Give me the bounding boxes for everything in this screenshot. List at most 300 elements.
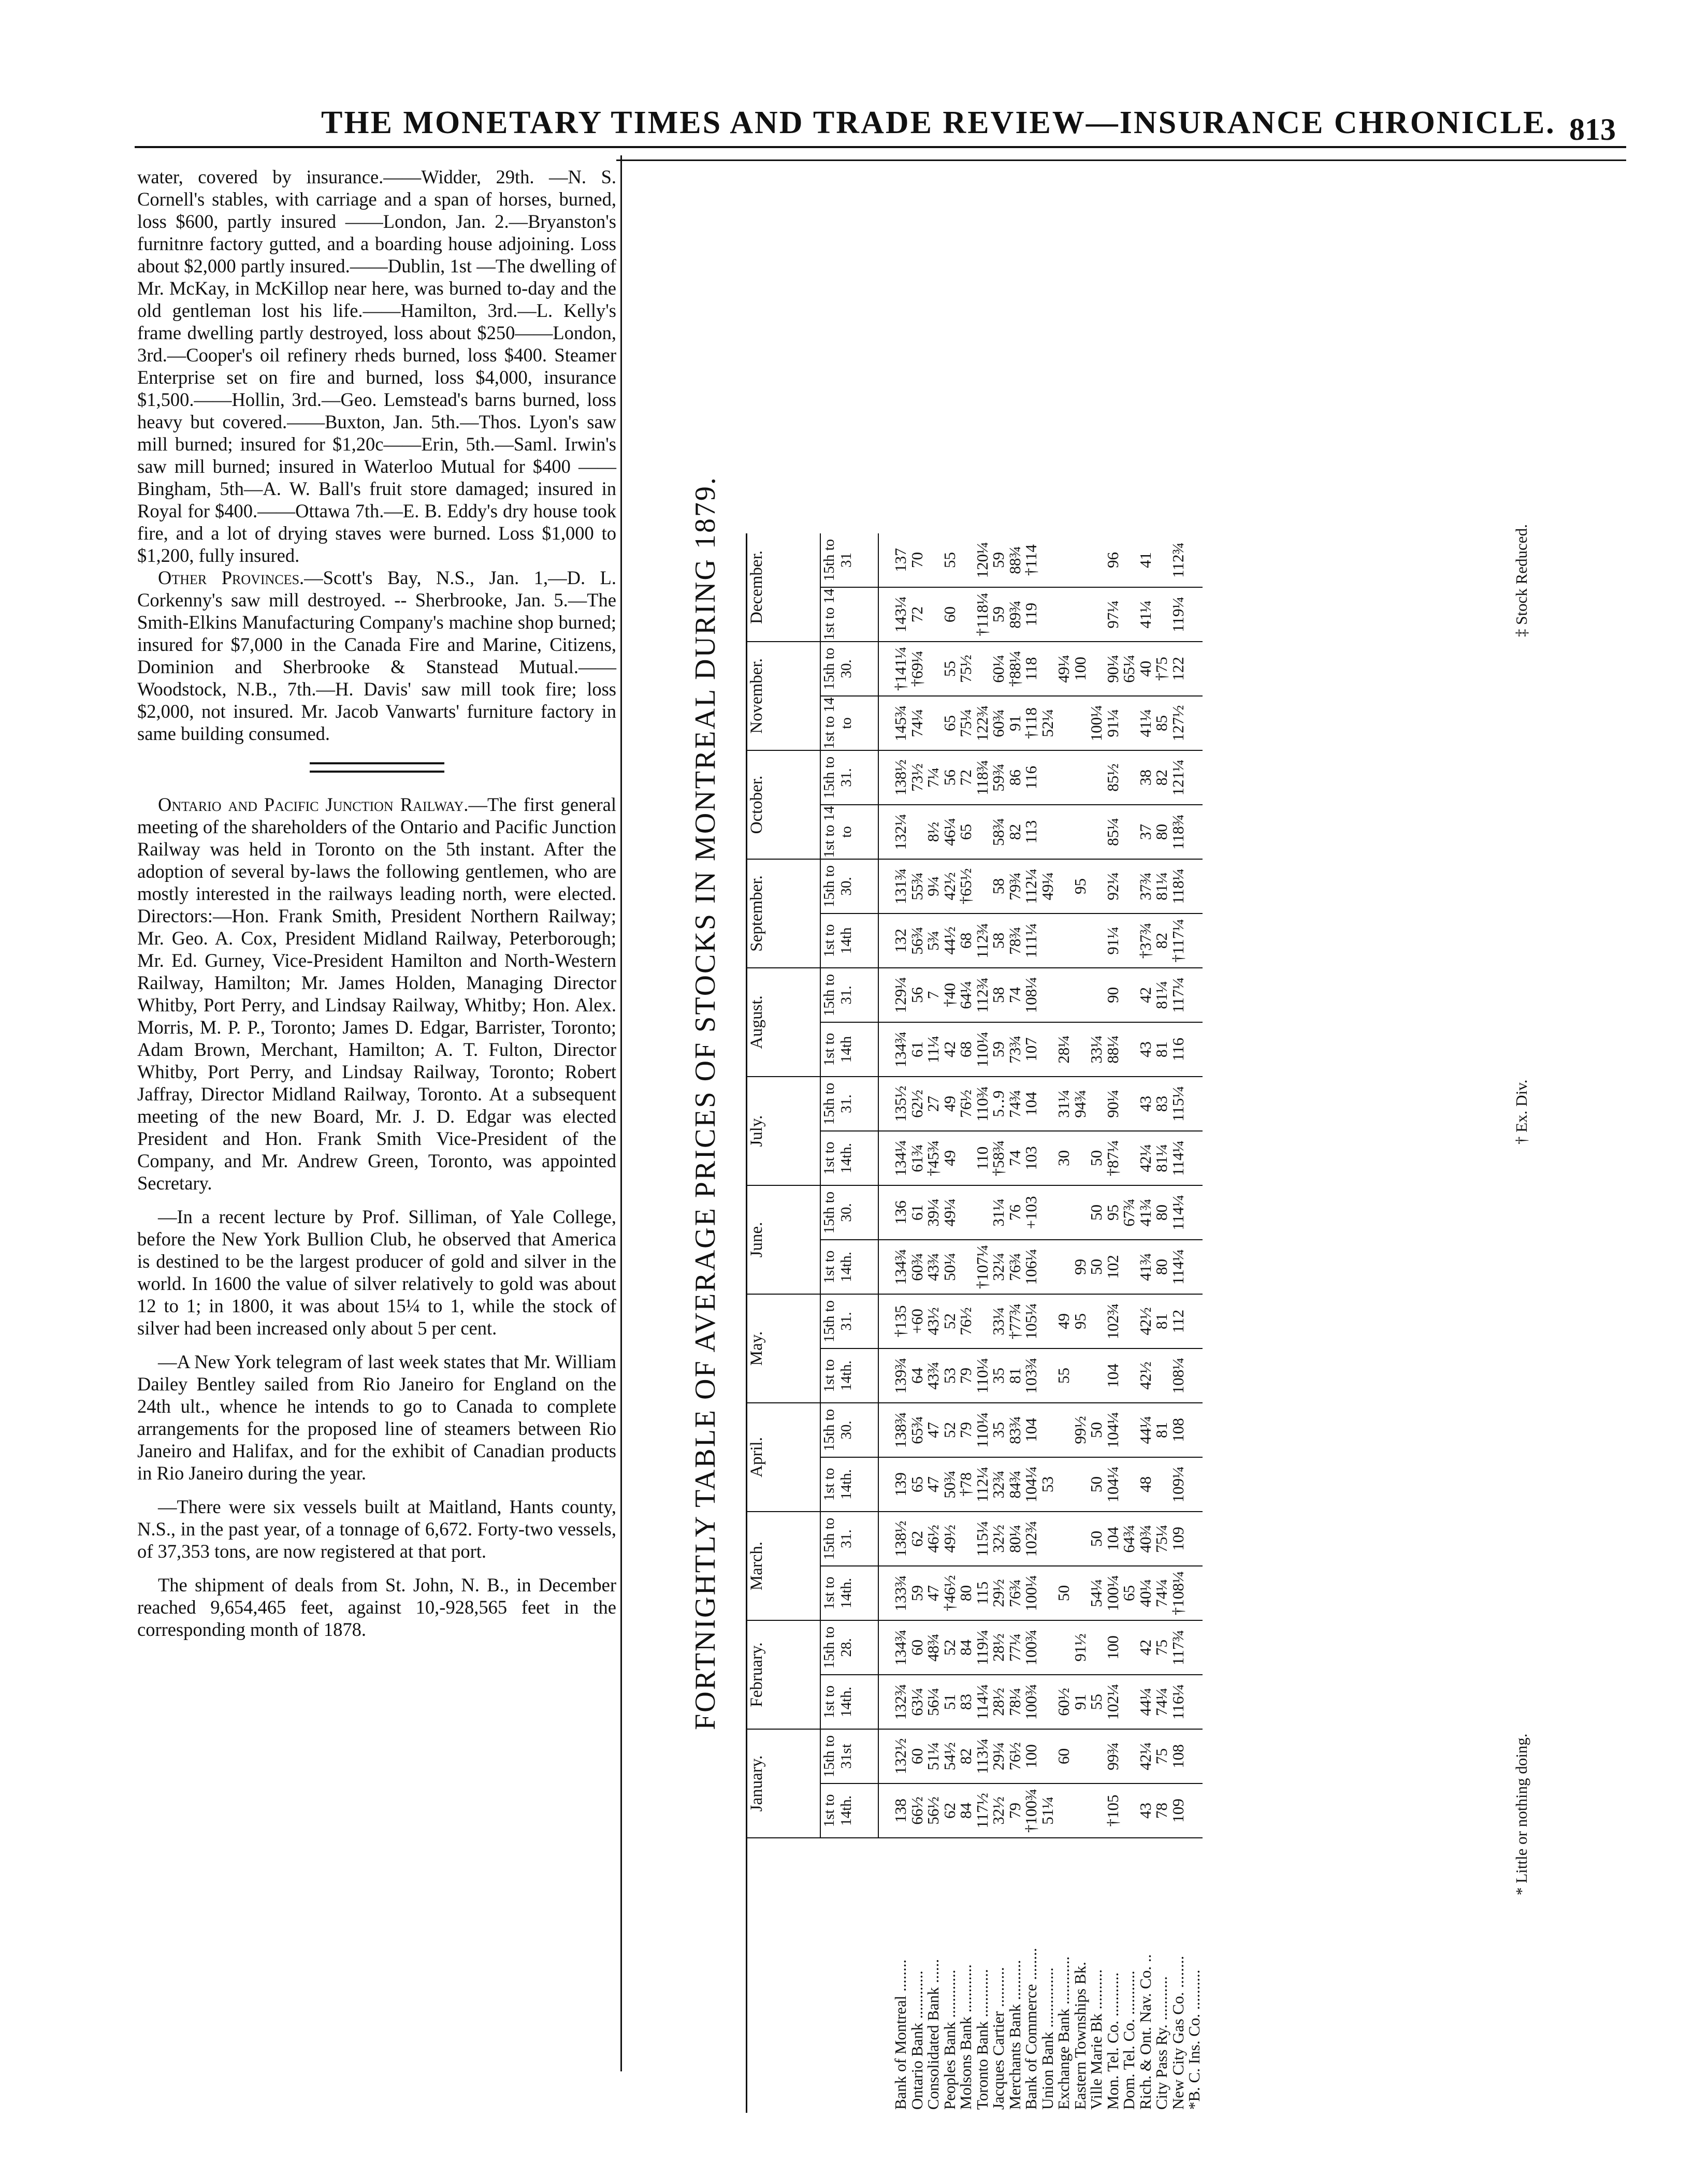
price-cell: 97¼ — [1105, 587, 1121, 642]
price-cell: 85¼ — [1105, 805, 1121, 859]
price-cell: 49¼ — [942, 1185, 958, 1240]
price-cell — [1055, 587, 1072, 642]
price-cell: 91 — [1072, 1675, 1089, 1729]
price-cell: 100 — [1072, 642, 1089, 696]
table-row — [1137, 533, 1154, 2113]
price-cell: 32¾ — [990, 1457, 1007, 1512]
price-cell: 28½ — [990, 1675, 1007, 1729]
price-cell — [1072, 1348, 1089, 1403]
price-cell: 112¾ — [1170, 533, 1186, 587]
price-cell: 121¼ — [1170, 750, 1186, 805]
price-cell — [1186, 1294, 1203, 1348]
table-row — [942, 533, 958, 2113]
stock-name: Bank of Montreal ........ — [891, 1959, 909, 2110]
price-cell — [1121, 750, 1137, 805]
month-header: October. — [747, 750, 821, 859]
price-cell: 65 — [958, 805, 974, 859]
price-cell — [958, 1185, 974, 1240]
price-cell: 51¼ — [925, 1729, 942, 1783]
price-cell: 63¼ — [909, 1675, 925, 1729]
price-cell: †65½ — [958, 859, 974, 913]
price-cell — [1121, 1675, 1137, 1729]
price-cell — [1072, 1131, 1089, 1185]
price-cell — [1072, 1783, 1089, 1838]
price-cell: 50¼ — [942, 1240, 958, 1294]
table-row — [1007, 533, 1023, 2113]
half-month-header: 15th to 30. — [820, 642, 878, 696]
price-cell: 76 — [1007, 1185, 1023, 1240]
price-cell: †69¼ — [909, 642, 925, 696]
price-cell — [1039, 750, 1056, 805]
price-cell: 58¾ — [990, 805, 1007, 859]
price-cell: 74¼ — [1153, 1566, 1170, 1620]
price-cell: 113¼ — [974, 1729, 991, 1783]
price-cell — [1055, 1457, 1072, 1512]
bentley-article: —A New York telegram of last week states that Mr. William Dailey Bentley sailed from Rio Janeiro for England on the 24th ult., whence he intends to go to Canada to complete arrangements for the proposed line of steamers between Rio Janeiro and Halifax, and for the exhibit of Canadian products in Rio Janeiro during the year. — [137, 1351, 616, 1484]
price-cell — [974, 859, 991, 913]
price-cell: 134¾ — [892, 1240, 909, 1294]
price-cell — [974, 1185, 991, 1240]
price-cell: 103¾ — [1023, 1348, 1039, 1403]
price-cell — [958, 533, 974, 587]
stock-name: Union Bank ............... — [1038, 1967, 1056, 2110]
price-cell: 82 — [1153, 913, 1170, 968]
table-row — [958, 533, 974, 2113]
price-cell: 80 — [1153, 1240, 1170, 1294]
price-cell: 110 — [974, 1131, 991, 1185]
price-cell — [1186, 1022, 1203, 1077]
price-cell: 82 — [1153, 750, 1170, 805]
price-cell: 60¼ — [990, 642, 1007, 696]
price-cell: 49 — [942, 1077, 958, 1131]
price-cell: 35 — [990, 1348, 1007, 1403]
price-cell: 81¼ — [1153, 859, 1170, 913]
price-cell: 73¾ — [1007, 1022, 1023, 1077]
price-cell: 109 — [1170, 1783, 1186, 1838]
price-cell — [1121, 1403, 1137, 1457]
price-cell — [1039, 1077, 1056, 1131]
price-cell — [1186, 1348, 1203, 1403]
price-cell: 102 — [1105, 1240, 1121, 1294]
price-cell: †100¾ — [1023, 1783, 1039, 1838]
price-cell: 68 — [958, 1022, 974, 1077]
price-cell: 64¼ — [958, 968, 974, 1022]
price-cell — [1121, 1077, 1137, 1131]
price-cell: 54¼ — [1088, 1566, 1105, 1620]
price-cell: 74¾ — [1007, 1077, 1023, 1131]
price-cell — [958, 1512, 974, 1566]
price-cell — [1039, 913, 1056, 968]
price-cell — [1088, 1783, 1105, 1838]
price-cell: 112¾ — [974, 968, 991, 1022]
price-cell: †114 — [1023, 533, 1039, 587]
price-cell: †45¾ — [925, 1131, 942, 1185]
price-cell: 52 — [942, 1620, 958, 1675]
other-provinces-heading: Other Provinces. — [158, 567, 305, 588]
price-cell: 59 — [909, 1566, 925, 1620]
price-cell: 100 — [1105, 1620, 1121, 1675]
price-cell: 55¾ — [909, 859, 925, 913]
month-header: August. — [747, 968, 821, 1077]
price-cell: 66½ — [909, 1783, 925, 1838]
price-cell: +103 — [1023, 1185, 1039, 1240]
price-cell: 62½ — [909, 1077, 925, 1131]
table-row — [1121, 533, 1137, 2113]
table-row — [1170, 533, 1186, 2113]
price-cell: 127½ — [1170, 696, 1186, 750]
price-cell: 50 — [1088, 1240, 1105, 1294]
price-cell — [1121, 1783, 1137, 1838]
price-cell: 83 — [1153, 1077, 1170, 1131]
price-cell: 90¼ — [1105, 1077, 1121, 1131]
price-cell: 59 — [990, 1022, 1007, 1077]
price-cell: 50 — [1088, 1512, 1105, 1566]
railway-heading: Ontario and Pacific Junction Railway. — [158, 794, 469, 815]
price-cell: 64¾ — [1121, 1512, 1137, 1566]
month-header: December. — [747, 533, 821, 642]
price-cell — [1055, 750, 1072, 805]
month-header: November. — [747, 642, 821, 750]
price-cell: 143¼ — [892, 587, 909, 642]
price-cell: 30 — [1055, 1131, 1072, 1185]
price-cell: 65¾ — [909, 1403, 925, 1457]
price-cell — [1039, 968, 1056, 1022]
price-cell: 82 — [958, 1729, 974, 1783]
price-cell — [1186, 1185, 1203, 1240]
price-cell — [1088, 1729, 1105, 1783]
price-cell — [925, 642, 942, 696]
price-cell: 75 — [1153, 1620, 1170, 1675]
price-cell: 91¼ — [1105, 696, 1121, 750]
price-cell — [1121, 913, 1137, 968]
price-cell: 56½ — [925, 1783, 942, 1838]
price-cell — [1186, 1566, 1203, 1620]
price-cell: 116 — [1170, 1022, 1186, 1077]
price-cell — [1055, 968, 1072, 1022]
price-cell: 53 — [942, 1348, 958, 1403]
price-cell: 40¾ — [1137, 1512, 1154, 1566]
price-cell: 33¼ — [990, 1294, 1007, 1348]
price-cell: 60 — [909, 1620, 925, 1675]
price-cell — [1039, 1566, 1056, 1620]
price-cell: 108 — [1170, 1403, 1186, 1457]
price-cell: 111¼ — [1023, 913, 1039, 968]
month-header: April. — [747, 1403, 821, 1512]
price-cell: 114¼ — [1170, 1185, 1186, 1240]
half-month-header: 15th to 30. — [820, 1403, 878, 1457]
table-row — [1088, 533, 1105, 2113]
half-month-header: 1st to 14th. — [820, 1457, 878, 1512]
price-cell: 119 — [1023, 587, 1039, 642]
price-cell: 47 — [925, 1457, 942, 1512]
price-cell: 50 — [1088, 1457, 1105, 1512]
price-cell: 48 — [1137, 1457, 1154, 1512]
price-cell: 82 — [1007, 805, 1023, 859]
price-cell: 27 — [925, 1077, 942, 1131]
price-cell: 86 — [1007, 750, 1023, 805]
stock-name: Mon. Tel. Co. ........... — [1103, 1972, 1122, 2110]
price-cell: †118¼ — [974, 587, 991, 642]
price-cell: 79 — [958, 1348, 974, 1403]
price-cell — [1121, 1620, 1137, 1675]
price-cell: 116¼ — [1170, 1675, 1186, 1729]
price-cell: 110¾ — [974, 1077, 991, 1131]
price-cell: 37¾ — [1137, 859, 1154, 913]
price-cell: 44¼ — [1137, 1403, 1154, 1457]
price-cell: 5‥9 — [990, 1077, 1007, 1131]
half-month-header: 1st to 14th. — [820, 1783, 878, 1838]
price-cell — [1072, 1185, 1089, 1240]
half-month-header: 1st to 14th — [820, 913, 878, 968]
price-cell — [1186, 1077, 1203, 1131]
price-cell: 100¾ — [1023, 1620, 1039, 1675]
stock-name: Jacques Cartier .......... — [989, 1967, 1007, 2110]
price-cell: 41¼ — [1137, 587, 1154, 642]
price-cell: 132½ — [892, 1729, 909, 1783]
price-cell — [1072, 696, 1089, 750]
price-cell: 76¾ — [1007, 1566, 1023, 1620]
price-cell: 42¼ — [1137, 1131, 1154, 1185]
price-cell: 99¾ — [1105, 1729, 1121, 1783]
price-cell: 32½ — [990, 1512, 1007, 1566]
month-header: January. — [747, 1729, 821, 1838]
half-month-header: 15th to 31st — [820, 1729, 878, 1783]
price-cell — [1039, 642, 1056, 696]
price-cell: 115¼ — [974, 1512, 991, 1566]
half-month-header: 15th to 31. — [820, 1077, 878, 1131]
silliman-article: —In a recent lecture by Prof. Silliman, of Yale College, before the New York Bullion Club, he observed that America is destined to be the largest producer of gold and silver in the world. In 1600 the value of silver relatively to gold was about 12 to 1; in 1800, it was about 15¼ to 1, while the stock of silver had been increased only about 5 per cent. — [137, 1206, 616, 1339]
price-cell: 132¼ — [892, 805, 909, 859]
price-cell — [1055, 1185, 1072, 1240]
price-cell: 89¾ — [1007, 587, 1023, 642]
price-cell — [974, 1294, 991, 1348]
price-cell: 113 — [1023, 805, 1039, 859]
price-cell: 11¼ — [925, 1022, 942, 1077]
half-month-header: 1st to 14th. — [820, 1348, 878, 1403]
price-cell: 102¾ — [1023, 1512, 1039, 1566]
price-cell — [1039, 1022, 1056, 1077]
price-cell — [1072, 1022, 1089, 1077]
fire-report-ontario: water, covered by insurance.——Widder, 29th. —N. S. Cornell's stables, with carriage and a span of horses, burned, loss $600, partly insured ——London, Jan. 2.—Bryanston's furnitnre factory gutted, and a boarding house adjoining. Loss about $2,000 partly insured.——Dublin, 1st —The dwelling of Mr. McKay, in McKillop near here, was burned to-day and the old gentleman lost his life.——Hamilton, 3rd.—L. Kelly's frame dwelling partly destroyed, loss about $250——London, 3rd.—Cooper's oil refinery rheds burned, loss $400. Steamer Enterprise set on fire and burned, loss $4,000, insurance $1,500.——Hollin, 3rd.—Geo. Lemstead's barns burned, loss heavy but covered.——Buxton, Jan. 5th.—Thos. Lyon's saw mill burned; insured for $1,20c——Erin, 5th.—Saml. Irwin's saw mill burned; insured in Waterloo Mutual for $400 ——Bingham, 5th—A. W. Ball's fruit store damaged; insured in Royal for $400.——Ottawa 7th.—E. B. Eddy's dry house took fire, and a lot of drying staves were burned. Loss $1,000 to $1,200, fully insured. — [137, 166, 616, 566]
price-cell: 100¼ — [1023, 1566, 1039, 1620]
journal-title: THE MONETARY TIMES AND TRADE REVIEW—INSURANCE CHRONICLE. — [321, 105, 1556, 140]
price-cell: 90¼ — [1105, 642, 1121, 696]
price-cell — [1121, 533, 1137, 587]
price-cell: 65¼ — [1121, 642, 1137, 696]
price-cell: 122¾ — [974, 696, 991, 750]
table-row — [1055, 533, 1072, 2113]
price-cell: 56¼ — [925, 1675, 942, 1729]
price-cell — [1039, 1675, 1056, 1729]
table-row — [1105, 533, 1121, 2113]
price-cell: †46½ — [942, 1566, 958, 1620]
price-cell: 83¾ — [1007, 1403, 1023, 1457]
price-cell — [1186, 1131, 1203, 1185]
price-cell: 137 — [892, 533, 909, 587]
price-cell — [1055, 805, 1072, 859]
price-cell: †135 — [892, 1294, 909, 1348]
price-cell — [1039, 1620, 1056, 1675]
price-cell: 76½ — [1007, 1729, 1023, 1783]
price-cell: 120¼ — [974, 533, 991, 587]
table-row — [892, 533, 909, 2113]
price-cell — [1121, 1022, 1137, 1077]
price-cell: 114¼ — [1170, 1131, 1186, 1185]
price-cell — [1072, 805, 1089, 859]
price-cell: 31¼ — [990, 1185, 1007, 1240]
half-month-header: 15th to 31. — [820, 1512, 878, 1566]
table-row — [974, 533, 991, 2113]
price-cell: 80¼ — [1007, 1512, 1023, 1566]
price-cell — [925, 587, 942, 642]
price-cell — [925, 696, 942, 750]
price-cell: 62 — [909, 1512, 925, 1566]
month-header: September. — [747, 859, 821, 968]
page-header — [135, 101, 1637, 148]
table-row — [1023, 533, 1039, 2113]
price-cell: 62 — [942, 1783, 958, 1838]
half-month-header: 15th to 31. — [820, 1294, 878, 1348]
price-cell: 32½ — [990, 1783, 1007, 1838]
price-cell: 118¾ — [974, 750, 991, 805]
price-cell: 47 — [925, 1403, 942, 1457]
price-cell: 65 — [909, 1457, 925, 1512]
month-header: May. — [747, 1294, 821, 1403]
stock-name: City Pass Ry. ........... — [1152, 1976, 1170, 2110]
price-cell: 80 — [958, 1566, 974, 1620]
price-cell — [1039, 1294, 1056, 1348]
price-cell — [1186, 1240, 1203, 1294]
price-cell — [1072, 750, 1089, 805]
price-cell: 122 — [1170, 642, 1186, 696]
price-cell: 60¾ — [909, 1240, 925, 1294]
price-cell: 44½ — [942, 913, 958, 968]
price-cell — [1088, 805, 1105, 859]
price-cell: 41 — [1137, 533, 1154, 587]
half-month-header: 15th to 30. — [820, 1185, 878, 1240]
stock-price-table-rotated — [689, 166, 1585, 2113]
stock-name: New City Gas Co. ........ — [1168, 1955, 1187, 2110]
stock-name: Dom. Tel. Co. ........... — [1120, 1970, 1138, 2110]
stock-name: Ville Marie Bk .......... — [1087, 1969, 1105, 2110]
price-cell: 112¼ — [1023, 859, 1039, 913]
price-cell — [1121, 968, 1137, 1022]
price-cell: 91¼ — [1105, 913, 1121, 968]
price-cell: 118¾ — [1170, 805, 1186, 859]
price-cell: 100 — [1023, 1729, 1039, 1783]
price-cell: 100¼ — [1088, 696, 1105, 750]
table-row — [925, 533, 942, 2113]
price-cell: †107¼ — [974, 1240, 991, 1294]
half-month-header: 15th to 31. — [820, 968, 878, 1022]
price-cell: 42 — [1137, 968, 1154, 1022]
maitland-article: —There were six vessels built at Maitland, Hants county, N.S., in the past year, of a tonnage of 6,672. Forty-two vessels, of 37,353 tons, are now registered at that port. — [137, 1496, 616, 1562]
price-cell: 80 — [1153, 805, 1170, 859]
price-cell: 100¾ — [1023, 1675, 1039, 1729]
price-cell: 41¾ — [1137, 1240, 1154, 1294]
price-cell: 104¼ — [1105, 1457, 1121, 1512]
price-cell: 138¾ — [892, 1403, 909, 1457]
table-row — [909, 533, 925, 2113]
half-month-header: 1st to 14th. — [820, 1131, 878, 1185]
half-month-header: 15th to 30. — [820, 859, 878, 913]
price-cell — [1088, 1620, 1105, 1675]
price-cell — [1121, 1240, 1137, 1294]
price-cell: 47 — [925, 1566, 942, 1620]
price-cell: 131¾ — [892, 859, 909, 913]
table-corner — [747, 1838, 879, 2113]
price-cell: 52 — [942, 1294, 958, 1348]
month-header: March. — [747, 1512, 821, 1620]
price-cell: 109¼ — [1170, 1457, 1186, 1512]
table-top-rule — [616, 159, 1626, 161]
price-cell: 76½ — [958, 1294, 974, 1348]
price-cell: 74¼ — [1153, 1675, 1170, 1729]
price-cell: 134¾ — [892, 1620, 909, 1675]
price-cell: 50 — [1088, 1185, 1105, 1240]
price-cell: 135½ — [892, 1077, 909, 1131]
price-cell — [1055, 1512, 1072, 1566]
price-cell — [1039, 533, 1056, 587]
price-cell — [1039, 1131, 1056, 1185]
price-cell — [1088, 750, 1105, 805]
price-cell — [1055, 533, 1072, 587]
price-cell: +60 — [909, 1294, 925, 1348]
price-cell: 112 — [1170, 1294, 1186, 1348]
price-cell: 138½ — [892, 1512, 909, 1566]
half-month-header: 1st to 14 to — [820, 805, 878, 859]
fire-report-other-provinces: —Scott's Bay, N.S., Jan. 1,—D. L. Corkenny's saw mill destroyed. -- Sherbrooke, Jan. 5.—The Smith-Elkins Manufacturing Company's machine shop burned; insured for $7,000 in the Canada Fire and Marine, Citizens, Dominion and Sherbrooke & Stanstead Mutual.——Woodstock, N.B., 7th.—H. Davis' saw mill took fire; loss $2,000, not insured. Mr. Jacob Vanwarts' furniture factory in same building consumed. — [137, 567, 616, 744]
price-cell: 72 — [958, 750, 974, 805]
price-cell — [1153, 1348, 1170, 1403]
price-cell: 88¼ — [1105, 1022, 1121, 1077]
price-cell: 81¼ — [1153, 968, 1170, 1022]
price-cell: 58 — [990, 913, 1007, 968]
table-row — [1039, 533, 1056, 2113]
price-cell: †117¼ — [1170, 913, 1186, 968]
price-cell — [1039, 1512, 1056, 1566]
price-cell: 67¾ — [1121, 1185, 1137, 1240]
price-cell: 92¼ — [1105, 859, 1121, 913]
price-cell — [1039, 587, 1056, 642]
price-cell: 77¼ — [1007, 1620, 1023, 1675]
price-cell: 55 — [1055, 1348, 1072, 1403]
price-cell: 81 — [1153, 1403, 1170, 1457]
deals-article: The shipment of deals from St. John, N. B., in December reached 9,654,465 feet, against 10,-928,565 feet in the corresponding month of 1878. — [137, 1574, 616, 1640]
table-caption: FORTNIGHTLY TABLE OF AVERAGE PRICES OF STOCKS IN MONTREAL DURING 1879. — [689, 476, 721, 1730]
price-cell — [1055, 1240, 1072, 1294]
price-cell: 9¼ — [925, 859, 942, 913]
price-cell — [974, 805, 991, 859]
price-cell: 8½ — [925, 805, 942, 859]
price-cell: 85 — [1153, 696, 1170, 750]
stock-name: *B. C. Ins. Co. .......... — [1185, 1969, 1203, 2110]
price-cell: 91 — [1007, 696, 1023, 750]
price-cell: 32¼ — [990, 1240, 1007, 1294]
price-cell: 49 — [942, 1131, 958, 1185]
price-cell: 46½ — [925, 1512, 942, 1566]
price-cell — [1055, 1783, 1072, 1838]
price-cell: 43 — [1137, 1022, 1154, 1077]
price-cell — [1186, 533, 1203, 587]
price-cell: 61 — [909, 1185, 925, 1240]
price-cell — [1121, 696, 1137, 750]
stock-name: Bank of Commerce ........ — [1022, 1948, 1040, 2110]
price-cell: 96 — [1105, 533, 1121, 587]
price-cell: 75¼ — [958, 696, 974, 750]
price-cell: 119¼ — [1170, 587, 1186, 642]
price-cell — [1055, 1620, 1072, 1675]
